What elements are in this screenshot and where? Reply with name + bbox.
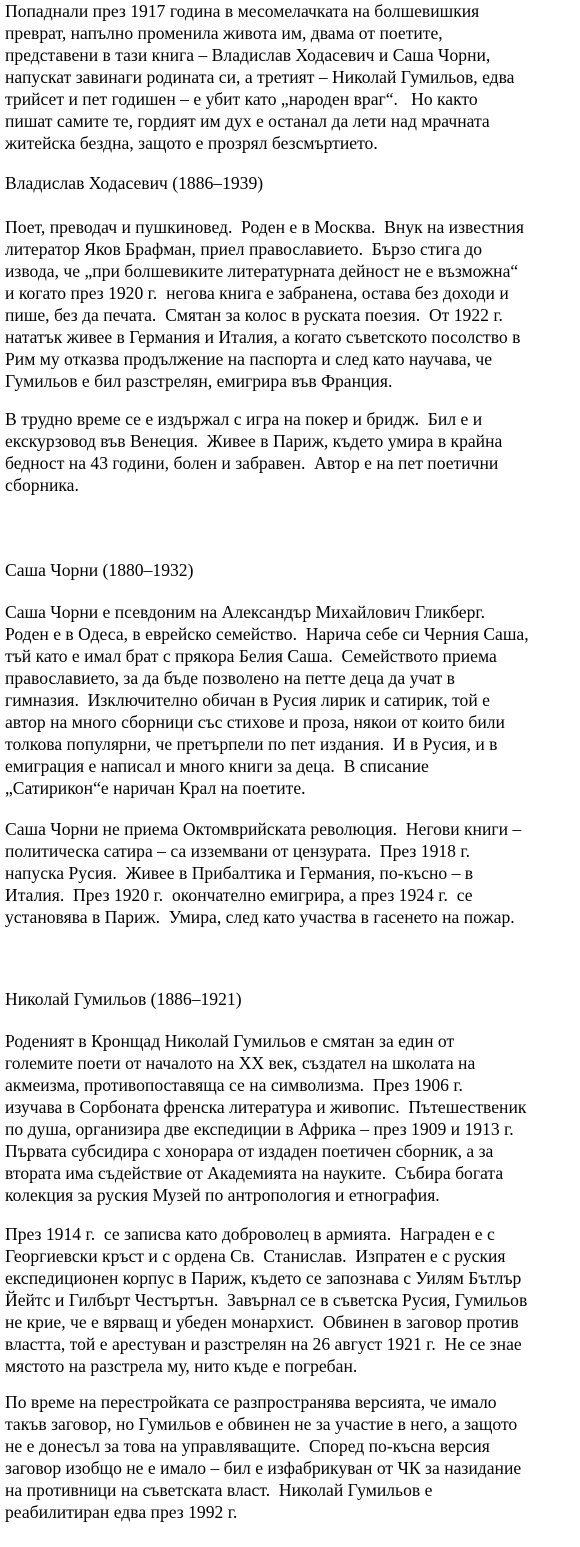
text-line: Попаднали през 1917 година в месомелачката на болшевишкия bbox=[5, 1, 480, 21]
text-line: напускат завинаги родината си, а третият – Николай Гумильов, едва bbox=[5, 67, 515, 87]
text-line: не е донесъл за това на управляващите. Според по-късна версия bbox=[5, 1436, 490, 1456]
text-line: В трудно време се е издържал с игра на покер и бридж. Бил е и bbox=[5, 409, 483, 429]
text-line: Георгиевски кръст и с ордена Св. Станислав. Изпратен е с руския bbox=[5, 1246, 506, 1266]
text-line: нататък живее в Германия и Италия, а когато съветското посолство в bbox=[5, 327, 521, 347]
text-line: реабилитиран едва през 1992 г. bbox=[5, 1502, 238, 1522]
text-line: представени в тази книга – Владислав Ходасевич и Саша Чорни, bbox=[5, 45, 491, 65]
intro-paragraph bbox=[5, 0, 515, 154]
text-line: По време на перестройката се разпространява версията, че имало bbox=[5, 1392, 497, 1412]
text-line: напуска Русия. Живее в Прибалтика и Германия, по-късно – в bbox=[5, 863, 474, 883]
text-line: Рим му отказва продължение на паспорта и след като научава, че bbox=[5, 349, 493, 369]
text-line: на противници на съветската власт. Николай Гумильов е bbox=[5, 1480, 433, 1500]
text-line: заговор изобщо не е имало – бил е изфабрикуван от ЧК за назидание bbox=[5, 1458, 522, 1478]
gumilyov-heading: Николай Гумильов (1886–1921) bbox=[5, 989, 242, 1009]
text-line: Гумильов е бил разстрелян, емигрира във Франция. bbox=[5, 371, 393, 391]
text-line: трийсет и пет годишен – е убит като „народен враг“. Но както bbox=[5, 89, 478, 109]
text-line: колекция за руския Музей по антропология и етнография. bbox=[5, 1185, 440, 1205]
text-line: автор на много сборници със стихове и проза, някои от които били bbox=[5, 712, 505, 732]
chorni-paragraph-2 bbox=[5, 818, 521, 928]
text-line: по душа, организира две експедиции в Африка – през 1909 и 1913 г. bbox=[5, 1119, 514, 1139]
text-line: акмеизма, противопоставяща се на символизма. През 1906 г. bbox=[5, 1075, 463, 1095]
text-line: бедност на 43 години, болен и забравен. Автор е на пет поетични bbox=[5, 453, 499, 473]
text-line: и когато през 1920 г. негова книга е забранена, остава без доходи и bbox=[5, 283, 509, 303]
text-line: не крие, че е вярващ и убеден монархист. Обвинен в заговор против bbox=[5, 1312, 519, 1332]
text-line: тъй като е имал брат с прякора Белия Саша. Семейството приема bbox=[5, 646, 497, 666]
text-line: православието, за да бъде позволено на петте деца да учат в bbox=[5, 668, 455, 688]
text-line: Поет, преводач и пушкиновед. Роден е в Москва. Внук на известния bbox=[5, 217, 524, 237]
text-line: екскурзовод във Венеция. Живее в Париж, където умира в крайна bbox=[5, 431, 503, 451]
khodasevich-paragraph-2 bbox=[5, 408, 502, 496]
gumilyov-paragraph-3 bbox=[5, 1391, 521, 1523]
text-line: емиграция е написал и много книги за деца. В списание bbox=[5, 756, 429, 776]
text-line: Йейтс и Гилбърт Честъртън. Завърнал се в съветска Русия, Гумильов bbox=[5, 1290, 528, 1310]
text-line: гимназия. Изключително обичан в Русия лирик и сатирик, той е bbox=[5, 690, 490, 710]
text-line: „Сатирикон“е наричан Крал на поетите. bbox=[5, 778, 306, 798]
khodasevich-paragraph-1 bbox=[5, 216, 524, 392]
text-line: втората има съдействие от Академията на науките. Събира богата bbox=[5, 1163, 504, 1183]
text-line: Италия. През 1920 г. окончателно емигрира, а през 1924 г. се bbox=[5, 885, 473, 905]
gumilyov-paragraph-2 bbox=[5, 1223, 527, 1377]
text-line: Първата субсидира с хонорара от издаден поетичен сборник, а за bbox=[5, 1141, 494, 1161]
text-line: властта, той е арестуван и разстрелян на 26 август 1921 г. Не се знае bbox=[5, 1334, 522, 1354]
text-line: житейска бездна, защото е прозрял безсмъртието. bbox=[5, 133, 378, 153]
text-line: пишат самите те, гордият им дух е останал да лети над мрачната bbox=[5, 111, 490, 131]
text-line: пише, без да печата. Смятан за колос в руската поезия. От 1922 г. bbox=[5, 305, 503, 325]
text-line: Роден е в Одеса, в еврейско семейство. Нарича себе си Черния Саша, bbox=[5, 624, 529, 644]
text-line: Роденият в Кронщад Николай Гумильов е смятан за един от bbox=[5, 1031, 455, 1051]
text-line: През 1914 г. се записва като доброволец в армията. Награден е с bbox=[5, 1224, 495, 1244]
chorni-heading: Саша Чорни (1880–1932) bbox=[5, 560, 194, 580]
chorni-paragraph-1 bbox=[5, 601, 529, 799]
text-line: сборника. bbox=[5, 475, 79, 495]
text-line: мястото на разстрела му, нито къде е погребан. bbox=[5, 1356, 358, 1376]
text-line: Саша Чорни е псевдоним на Александър Михайлович Гликберг. bbox=[5, 602, 486, 622]
text-line: установява в Париж. Умира, след като участва в гасенето на пожар. bbox=[5, 907, 515, 927]
text-line: преврат, напълно променила живота им, двама от поетите, bbox=[5, 23, 443, 43]
text-line: изучава в Сорбоната френска литература и живопис. Пътешественик bbox=[5, 1097, 527, 1117]
text-line: Саша Чорни не приема Октомврийската революция. Негови книги – bbox=[5, 819, 522, 839]
text-line: големите поети от началото на XX век, създател на школата на bbox=[5, 1053, 476, 1073]
gumilyov-paragraph-1 bbox=[5, 1030, 526, 1206]
text-line: литератор Яков Брафман, приел православието. Бързо стига до bbox=[5, 239, 483, 259]
text-line: извода, че „при болшевиките литературната дейност не е възможна“ bbox=[5, 261, 519, 281]
khodasevich-heading: Владислав Ходасевич (1886–1939) bbox=[5, 173, 264, 193]
text-line: такъв заговор, но Гумильов е обвинен не за участие в него, а защото bbox=[5, 1414, 518, 1434]
text-line: политическа сатира – са изземвани от цензурата. През 1918 г. bbox=[5, 841, 470, 861]
text-line: толкова популярни, че претърпели по пет издания. И в Русия, и в bbox=[5, 734, 498, 754]
text-line: експедиционен корпус в Париж, където се запознава с Уилям Бътлър bbox=[5, 1268, 522, 1288]
